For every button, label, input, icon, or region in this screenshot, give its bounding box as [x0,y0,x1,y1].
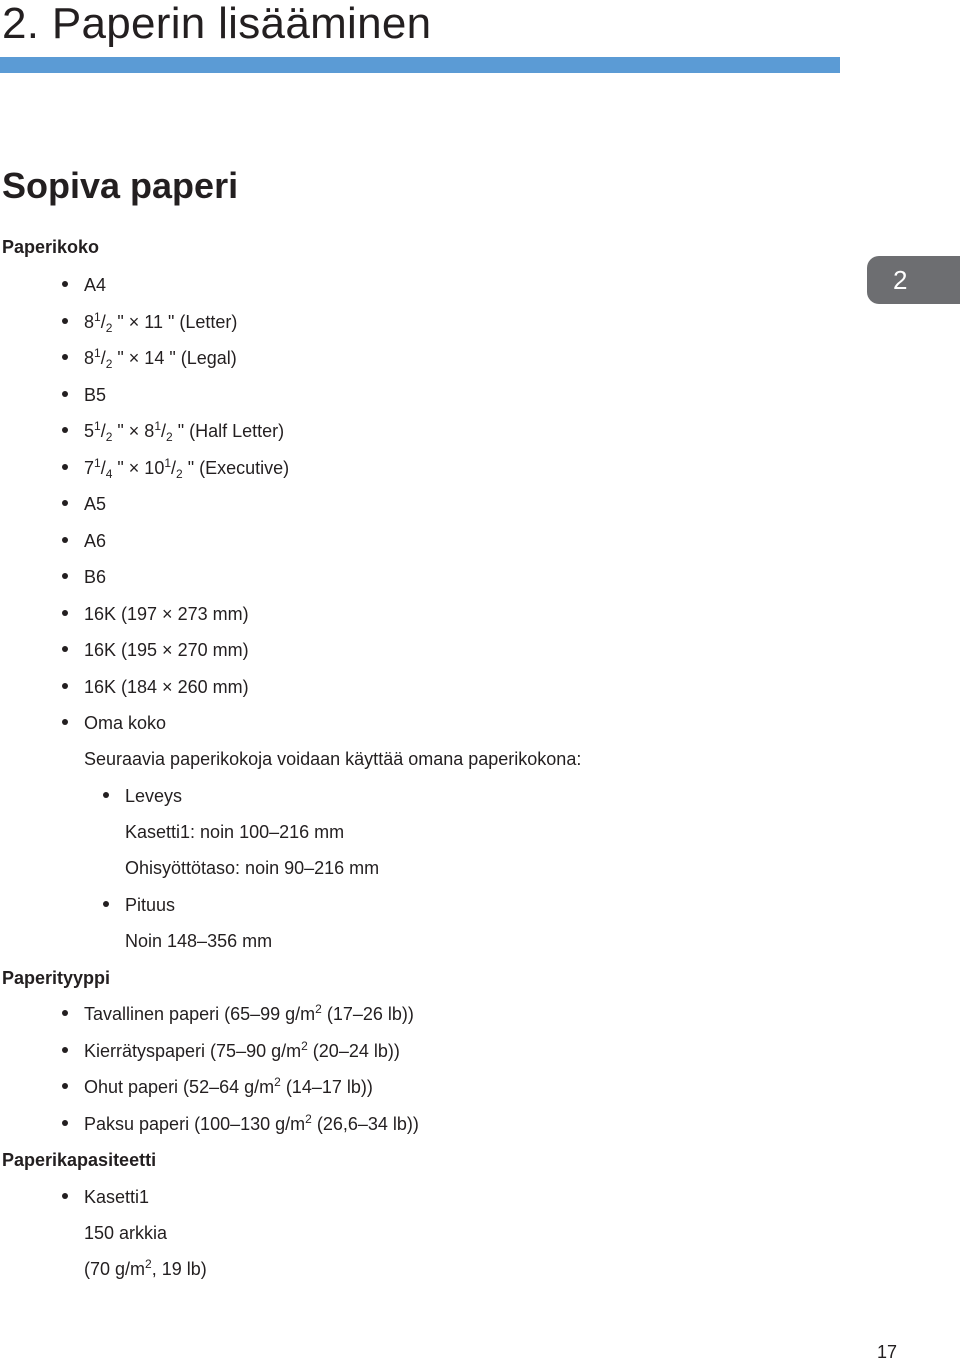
bullet [62,1010,68,1016]
bullet [62,464,68,470]
paper-size-item: $8^1/_2$ " × 14 " (Legal) [84,346,237,371]
paper-size-item: A6 [84,530,107,551]
paper-type-item: Ohut paperi (52–64 $g/m^2$ (14–17 lb)) [84,1075,373,1097]
capacity-weight: (70 $g/m^2$, 19 lb) [84,1257,207,1279]
section-title: Sopiva paperi [2,165,239,206]
page-number: 17 [877,1342,898,1362]
chapter-title: 2. Paperin lisääminen [2,0,432,48]
paper-size-item: $8^1/_2$ " × 11 " (Letter) [84,309,238,335]
paper-size-item: A5 [84,494,107,514]
bullet [62,354,68,360]
paper-type-item: Tavallinen paperi (65–99 $g/m^2$ (17–26 lb)) [84,1002,414,1024]
paper-type-heading: Paperityyppi [2,968,111,988]
paper-size-item: $5^1/_2$ " × $8^1/_2$ " (Half Letter) [84,419,285,444]
paper-size-item: Oma koko [84,713,167,733]
paper-size-item: B5 [84,384,107,405]
custom-size-intro: Seuraavia paperikokoja voidaan käyttää omana paperikokona: [84,749,582,769]
bullet [62,1047,68,1053]
bullet [62,719,68,725]
paper-size-item: $7^1/_4$ " × $10^1/_2$ " (Executive) [84,455,290,481]
paper-size-item: 16K (195 × 270 mm) [84,640,249,660]
chapter-tab: 2 [867,256,960,304]
bullet [62,610,68,616]
bullet [62,1083,68,1089]
bullet [62,537,68,543]
bullet [62,1120,68,1126]
paper-size-item: B6 [84,567,107,587]
paper-size-item: 16K (184 × 260 mm) [84,676,249,697]
paper-size-item: 16K (197 × 273 mm) [84,603,249,624]
bullet [62,500,68,506]
bullet [62,427,68,433]
bullet [62,683,68,689]
bullet [62,281,68,287]
capacity-sheets: 150 arkkia [84,1223,168,1243]
capacity-tray: Kasetti1 [84,1187,150,1207]
paper-size-heading: Paperikoko [2,237,100,257]
bullet [103,792,109,798]
bullet [62,318,68,324]
width-label: Leveys [125,786,183,806]
bullet [62,646,68,652]
length-value: Noin 148–356 mm [125,931,273,951]
width-bypass: Ohisyöttötaso: noin 90–216 mm [125,858,380,878]
paper-capacity-heading: Paperikapasiteetti [2,1150,157,1170]
width-tray1: Kasetti1: noin 100–216 mm [125,822,345,842]
paper-type-item: Paksu paperi (100–130 $g/m^2$ (26,6–34 lb)) [84,1111,419,1134]
bullet [62,1193,68,1199]
bullet [62,573,68,579]
paper-type-item: Kierrätyspaperi (75–90 $g/m^2$ (20–24 lb)) [84,1038,400,1061]
bullet [62,391,68,397]
bullet [103,901,109,907]
paper-size-item: A4 [84,275,107,295]
title-rule [0,57,840,73]
length-label: Pituus [125,895,176,915]
